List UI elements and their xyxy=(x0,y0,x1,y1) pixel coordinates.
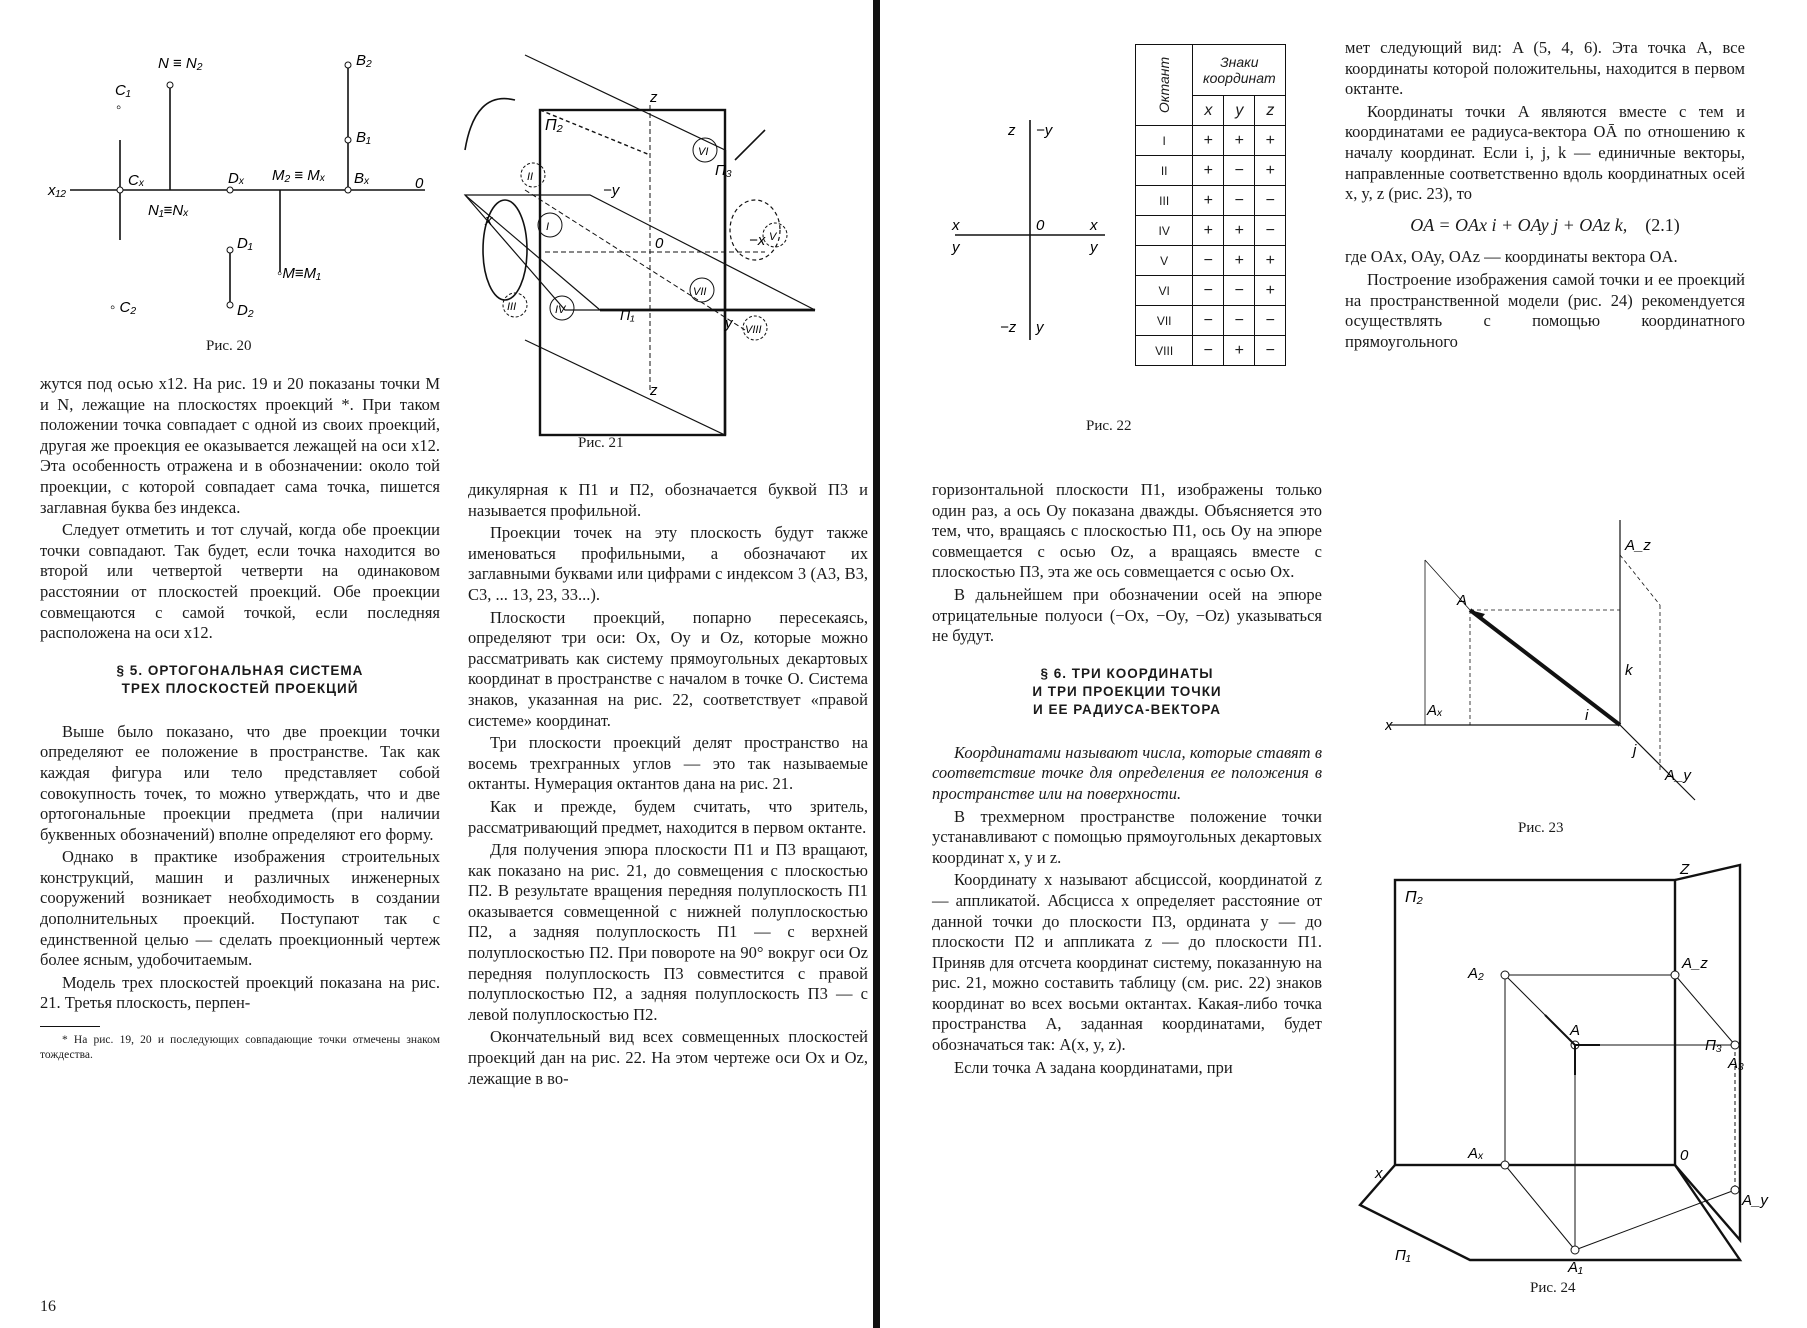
figure-22-caption: Рис. 22 xyxy=(1086,418,1132,434)
page-number-left: 16 xyxy=(40,1298,56,1315)
svg-text:П₃: П₃ xyxy=(1705,1037,1722,1054)
svg-text:◦ C₂: ◦ C₂ xyxy=(110,299,137,316)
right-column-2 xyxy=(1345,38,1745,354)
figure-21 xyxy=(455,40,865,445)
figure-23-caption: Рис. 23 xyxy=(1518,820,1564,836)
svg-text:−y: −y xyxy=(603,182,620,199)
table-row: VIII − + − xyxy=(1136,336,1286,366)
svg-text:x: x xyxy=(1090,217,1098,234)
section-5-title: § 5. ОРТОГОНАЛЬНАЯ СИСТЕМА ТРЕХ ПЛОСКОСТЕЙ ПРОЕКЦИЙ xyxy=(116,662,364,696)
svg-text:x: x xyxy=(952,217,960,234)
svg-text:A_y: A_y xyxy=(1742,1192,1768,1209)
svg-text:A_z: A_z xyxy=(1682,955,1708,972)
definition: Координатами называют числа, которые ставят в соответствие точке для определения ее положения в пространстве или на поверхности. xyxy=(932,742,1322,803)
svg-text:I: I xyxy=(546,221,550,233)
svg-text:A: A xyxy=(1457,592,1468,609)
footnote: * На рис. 19, 20 и последующих совпадающие точки отмечены знаком тождества. xyxy=(40,1034,440,1062)
svg-text:Cₓ: Cₓ xyxy=(128,172,145,189)
svg-text:Z: Z xyxy=(1680,861,1690,878)
table-row: III + − − xyxy=(1136,186,1286,216)
figure-24 xyxy=(1350,860,1780,1290)
svg-text:−z: −z xyxy=(1000,319,1017,336)
svg-text:D₂: D₂ xyxy=(237,302,254,319)
svg-text:z: z xyxy=(650,382,658,399)
svg-text:0: 0 xyxy=(1680,1147,1689,1164)
svg-text:M₂ ≡ Mₓ: M₂ ≡ Mₓ xyxy=(272,167,326,184)
svg-text:Bₓ: Bₓ xyxy=(354,170,370,187)
formula: OA = OAx i + OAy j + OAz k, (2.1) xyxy=(1410,214,1680,235)
table-row: VII − − − xyxy=(1136,306,1286,336)
octant-header: Октант xyxy=(1156,56,1173,114)
paragraph: Для получения эпюра плоскости П1 и П3 вращают, как показано на рис. 21, до совмещения с плоскостью П2. В результате вращения передняя полуплоскость П1 оказывается совмещенной с нижней полуплоскостью П2, а задняя полуплоскость П1 — с верхней полуплоскостью П2. При повороте на 90° вокруг оси Oz передняя полуплоскость П3 совместится с правой полуплоскостью П2, а задняя полуплоскость П3 — с левой полуплоскостью П2. xyxy=(468,840,868,1024)
svg-text:П₂: П₂ xyxy=(545,117,563,134)
svg-text:C₁: C₁ xyxy=(115,82,131,99)
left-column-2 xyxy=(468,480,868,1091)
svg-text:D₁: D₁ xyxy=(237,235,253,252)
svg-text:x: x xyxy=(1385,717,1393,734)
paragraph: Координату x называют абсциссой, координатой z — аппликатой. Абсцисса x определяет расстояние от данной точки до плоскости П3, ордината y — до плоскости П2 и аппликата z — до плоскости П1. Приняв для отсчета координат систему, показанную на рис. 21, можно составить таблицу (см. рис. 22) знаков координат во всех восьми октантах. Какая-либо точка пространства A, заданная координатами, будет обозначаться так: A(x, y, z). xyxy=(932,870,1322,1055)
svg-text:Dₓ: Dₓ xyxy=(228,170,245,187)
svg-text:◦M≡M₁: ◦M≡M₁ xyxy=(277,265,321,282)
svg-text:y: y xyxy=(1036,319,1044,336)
table-row: V − + + xyxy=(1136,246,1286,276)
svg-text:0: 0 xyxy=(655,235,664,252)
svg-text:z: z xyxy=(1008,122,1016,139)
svg-text:0: 0 xyxy=(1036,217,1045,234)
figure-24-caption: Рис. 24 xyxy=(1530,1280,1576,1296)
svg-text:x₁₂: x₁₂ xyxy=(48,182,66,199)
paragraph: Однако в практике изображения строительных конструкций, машин и различных инженерных сооружений возникает необходимость в создании дополнительных проекций. Поступают так с единственной целью — сделать проекционный чертеж более ясным, удобочитаемым. xyxy=(40,847,440,970)
svg-text:k: k xyxy=(1625,662,1633,679)
svg-text:A₁: A₁ xyxy=(1568,1259,1583,1276)
svg-text:y: y xyxy=(725,315,733,332)
col-z: z xyxy=(1255,96,1286,126)
svg-text:A_z: A_z xyxy=(1625,537,1651,554)
paragraph: жутся под осью x12. На рис. 19 и 20 показаны точки M и N, лежащие на плоскостях проекций *. При таком положении точка совпадает с одной из своих проекций, другая же проекция ее оказывается лежащей на оси x12. Эта особенность отражена и в обозначении: около той проекции, с которой совпадает сама точка, пишется заглавная буква без индекса. xyxy=(40,374,440,517)
table-row: IV + + − xyxy=(1136,216,1286,246)
figure-20-caption: Рис. 20 xyxy=(206,338,252,354)
table-row: VI − − + xyxy=(1136,276,1286,306)
paragraph: Плоскости проекций, попарно пересекаясь, определяют три оси: Ox, Oy и Oz, которые можно рассматривать как систему прямоугольных декартовых координат в пространстве с началом в точке O. Система знаков, указанная на рис. 22, соответствует «правой системе» координат. xyxy=(468,607,868,730)
svg-text:N₁≡Nₓ: N₁≡Nₓ xyxy=(148,202,189,219)
figure-21-caption: Рис. 21 xyxy=(578,435,624,451)
paragraph: где OAx, OAy, OAz — координаты вектора OA. xyxy=(1345,247,1678,267)
svg-text:III: III xyxy=(507,301,517,313)
paragraph: мет следующий вид: A (5, 4, 6). Эта точка A, все координаты которой положительны, находится в первом октанте. xyxy=(1345,38,1745,99)
paragraph: Следует отметить и тот случай, когда обе проекции точки совпадают. Так будет, если точка находится во второй или четвертой четверти на одинаковом расстоянии от плоскостей проекций. Обе проекции совмещаются с самой точкой, если последняя расположена на оси x12. xyxy=(40,520,440,643)
paragraph: В трехмерном пространстве положение точки устанавливают с помощью прямоугольных декартовых координат x, y и z. xyxy=(932,806,1322,867)
figure-22-axes xyxy=(940,110,1120,350)
svg-text:x: x xyxy=(1375,1165,1383,1182)
svg-text:VIII: VIII xyxy=(745,324,762,336)
paragraph: горизонтальной плоскости П1, изображены только один раз, а ось Oy показана дважды. Объясняется это тем, что, вращаясь с плоскостью П1, ось Oy на эпюре совмещается с осью Oz, а вращаясь вместе с плоскостью П3, эта же ось совмещается с осью Ox. xyxy=(932,480,1322,582)
svg-text:IV: IV xyxy=(555,304,566,316)
svg-text:V: V xyxy=(769,231,777,243)
paragraph: В дальнейшем при обозначении осей на эпюре отрицательные полуоси (−Ox, −Oy, −Oz) указываться не будут. xyxy=(932,584,1322,646)
svg-text:П₃: П₃ xyxy=(715,162,732,179)
svg-text:x: x xyxy=(485,212,493,229)
svg-text:A₂: A₂ xyxy=(1468,965,1484,982)
paragraph: Координаты точки A являются вместе с тем и координатами ее радиуса-вектора OĀ по отношению к началу координат. Если i, j, k — единичные векторы, направленные соответственно вдоль координатных осей x, y, z (рис. 23), то xyxy=(1345,101,1745,204)
svg-text:П₁: П₁ xyxy=(620,307,635,323)
svg-text:−x: −x xyxy=(749,232,766,249)
paragraph: дикулярная к П1 и П2, обозначается буквой П3 и называется профильной. xyxy=(468,480,868,520)
svg-text:VII: VII xyxy=(693,286,707,298)
svg-text:B₁: B₁ xyxy=(356,129,371,146)
figure-23 xyxy=(1385,510,1715,810)
svg-text:N ≡ N₂: N ≡ N₂ xyxy=(158,55,203,72)
signs-table xyxy=(1135,44,1286,366)
paragraph: Модель трех плоскостей проекций показана на рис. 21. Третья плоскость, перпен- xyxy=(40,972,440,1013)
svg-text:y: y xyxy=(952,239,960,256)
svg-text:i: i xyxy=(1585,707,1589,724)
svg-text:0: 0 xyxy=(415,175,424,192)
svg-text:A: A xyxy=(1570,1022,1581,1039)
svg-text:Aₓ: Aₓ xyxy=(1427,702,1443,719)
table-row: I + + + xyxy=(1136,126,1286,156)
svg-text:Aₓ: Aₓ xyxy=(1468,1145,1484,1162)
table-row: II + − + xyxy=(1136,156,1286,186)
svg-text:П₁: П₁ xyxy=(1395,1247,1411,1264)
signs-header: Знаки координат xyxy=(1193,45,1286,96)
svg-text:◦: ◦ xyxy=(116,99,122,116)
paragraph: Проекции точек на эту плоскость будут также именоваться профильными, а обозначают их заглавными буквами или цифрами с индексом 3 (A3, B3, C3, ... 13, 23, 33...). xyxy=(468,523,868,604)
svg-text:A₃: A₃ xyxy=(1728,1055,1744,1072)
figure-20 xyxy=(40,40,440,360)
paragraph: Выше было показано, что две проекции точки определяют ее положение в пространстве. Так как каждая фигура или тело представляет собой совокупность точек, то можно утверждать, что и две ортогональные проекции предмета (при наличии буквенных обозначений) вполне определяют его форму. xyxy=(40,721,440,844)
section-6-title: § 6. ТРИ КООРДИНАТЫ И ТРИ ПРОЕКЦИИ ТОЧКИ И ЕЕ РАДИУСА-ВЕКТОРА xyxy=(1032,665,1222,717)
col-x: x xyxy=(1193,96,1224,126)
left-column-1 xyxy=(40,374,440,1065)
paragraph: Три плоскости проекций делят пространство на восемь трехгранных углов — это так называемые октанты. Нумерация октантов дана на рис. 21. xyxy=(468,733,868,794)
paragraph: Построение изображения самой точки и ее проекций на пространственной модели (рис. 24) рекомендуется осуществлять с помощью координатного прямоугольного xyxy=(1345,269,1745,351)
col-y: y xyxy=(1224,96,1255,126)
svg-text:A_y: A_y xyxy=(1665,767,1691,784)
paragraph: Если точка A задана координатами, при xyxy=(954,1057,1233,1077)
svg-text:VI: VI xyxy=(698,146,709,158)
svg-text:П₂: П₂ xyxy=(1405,889,1423,906)
svg-text:z: z xyxy=(650,89,658,106)
paragraph: Как и прежде, будем считать, что зритель, рассматривающий предмет, находится в первом октанте. xyxy=(468,796,868,837)
paragraph: Окончательный вид всех совмещенных плоскостей проекций дан на рис. 22. На этом чертеже оси Ox и Oz, лежащие в во- xyxy=(468,1027,868,1088)
svg-text:II: II xyxy=(527,171,534,183)
svg-text:−y: −y xyxy=(1036,122,1053,139)
svg-text:y: y xyxy=(1090,239,1098,256)
svg-text:j: j xyxy=(1633,742,1637,759)
book-spine xyxy=(873,0,880,1328)
right-column-1 xyxy=(932,480,1322,1080)
svg-text:B₂: B₂ xyxy=(356,52,372,69)
